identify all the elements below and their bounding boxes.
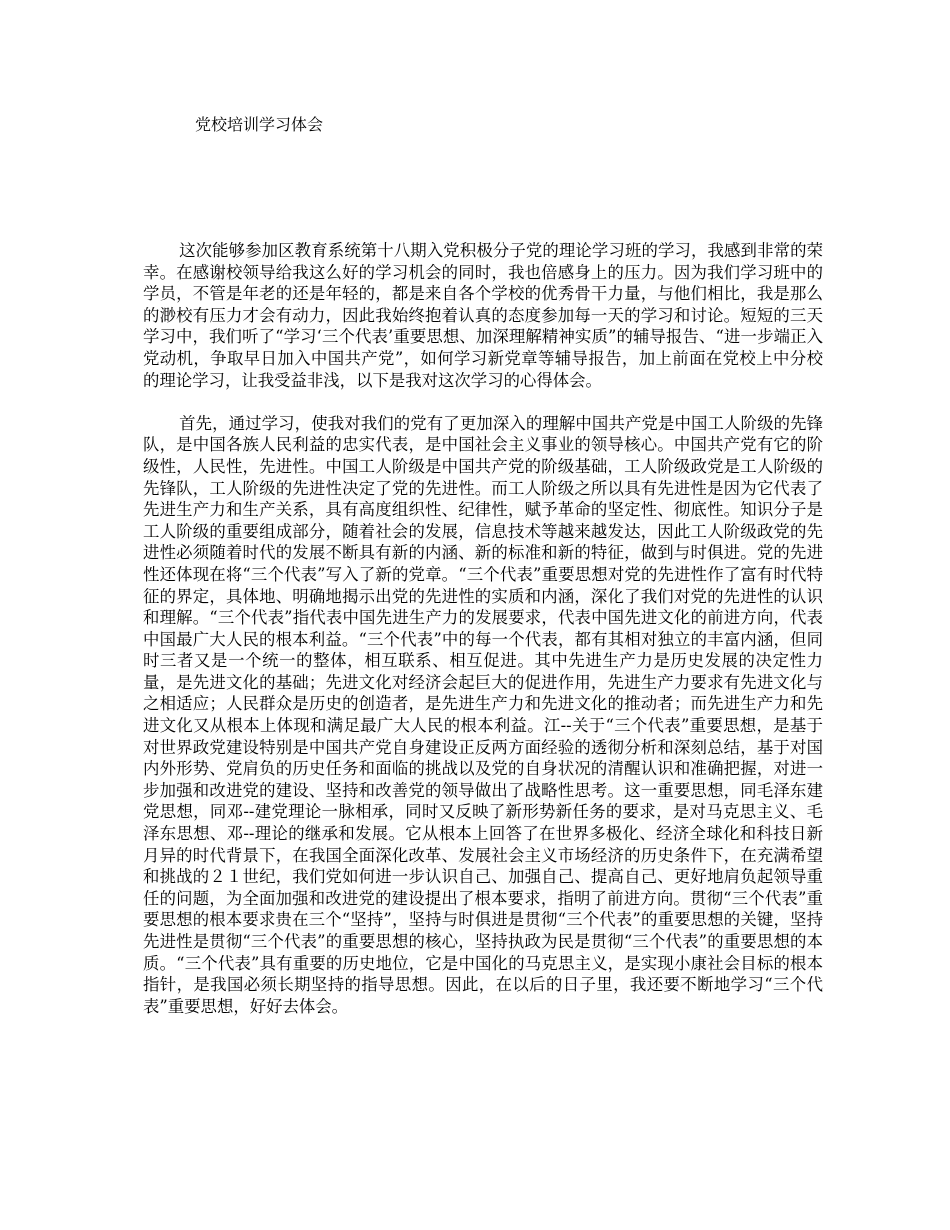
paragraph-main: 首先，通过学习，使我对我们的党有了更加深入的理解中国共产党是中国工人阶级的先锋队，是中国各族人民利益的忠实代表，是中国社会主义事业的领导核心。中国共产党有它的阶级性，人民性，先进性。中国工人阶级是中国共产党的阶级基础，工人阶级政党是工人阶级的先锋队，工人阶级的先进性决定了党的先进性。而工人阶级之所以具有先进性是因为它代表了先进生产力和生产关系，具有高度组织性、纪律性，赋予革命的坚定性、彻底性。知识分子是工人阶级的重要组成部分，随着社会的发展，信息技术等越来越发达，因此工人阶级政党的先进性必须随着时代的发展不断具有新的内涵、新的标准和新的特征，做到与时俱进。党的先进性还体现在将“三个代表”写入了新的党章。“三个代表”重要思想对党的先进性作了富有时代特征的界定，具体地、明确地揭示出党的先进性的实质和内涵，深化了我们对党的先进性的认识和理解。“三个代表”指代表中国先进生产力的发展要求，代表中国先进文化的前进方向，代表中国最广大人民的根本利益。“三个代表”中的每一个代表，都有其相对独立的丰富内涵，但同时三者又是一个统一的整体，相互联系、相互促进。其中先进生产力是历史发展的决定性力量，是先进文化的基础；先进文化对经济会起巨大的促进作用，先进生产力要求有先进文化与之相适应；人民群众是历史的创造者，是先进生产力和先进文化的推动者；而先进生产力和先进文化又从根本上体现和满足最广大人民的根本利益。江--关于“三个代表”重要思想，是基于对世界政党建设特别是中国共产党自身建设正反两方面经验的透彻分析和深刻总结，基于对国内外形势、党肩负的历史任务和面临的挑战以及党的自身状况的清醒认识和准确把握，对进一步加强和改进党的建设、坚持和改善党的领导做出了战略性思考。这一重要思想，同毛泽东建党思想，同邓--建党理论一脉相承，同时又反映了新形势新任务的要求，是对马克思主义、毛泽东思想、邓--理论的继承和发展。它从根本上回答了在世界多极化、经济全球化和科技日新月异的时代背景下，在我国全面深化改革、发展社会主义市场经济的历史条件下，在充满希望和挑战的２１世纪，我们党如何进一步认识自己、加强自己、提高自己、更好地肩负起领导重任的问题，为全面加强和改进党的建设提出了根本要求，指明了前进方向。贯彻“三个代表”重要思想的根本要求贵在三个“坚持”，坚持与时俱进是贯彻“三个代表”的重要思想的关键，坚持先进性是贯彻“三个代表”的重要思想的核心，坚持执政为民是贯彻“三个代表”的重要思想的本质。“三个代表”具有重要的历史地位，它是中国化的马克思主义，是实现小康社会目标的根本指针，是我国必须长期坚持的指导思想。因此，在以后的日子里，我还要不断地学习“三个代表”重要思想，好好去体会。	[143, 413, 823, 1016]
document-title: 党校培训学习体会	[195, 115, 324, 134]
paragraph-intro: 这次能够参加区教育系统第十八期入党积极分子党的理论学习班的学习，我感到非常的荣幸。在感谢校领导给我这么好的学习机会的同时，我也倍感身上的压力。因为我们学习班中的学员，不管是年老的还是年轻的，都是来自各个学校的优秀骨干力量，与他们相比，我是那么的渺校有压力才会有动力，因此我始终抱着认真的态度参加每一天的学习和讨论。短短的三天学习中，我们听了“学习‘三个代表’重要思想、加深理解精神实质”的辅导报告、“进一步端正入党动机，争取早日加入中国共产党”，如何学习新党章等辅导报告，加上前面在党校上中分校的理论学习，让我受益非浅，以下是我对这次学习的心得体会。	[143, 241, 823, 390]
document-body	[143, 240, 823, 1017]
